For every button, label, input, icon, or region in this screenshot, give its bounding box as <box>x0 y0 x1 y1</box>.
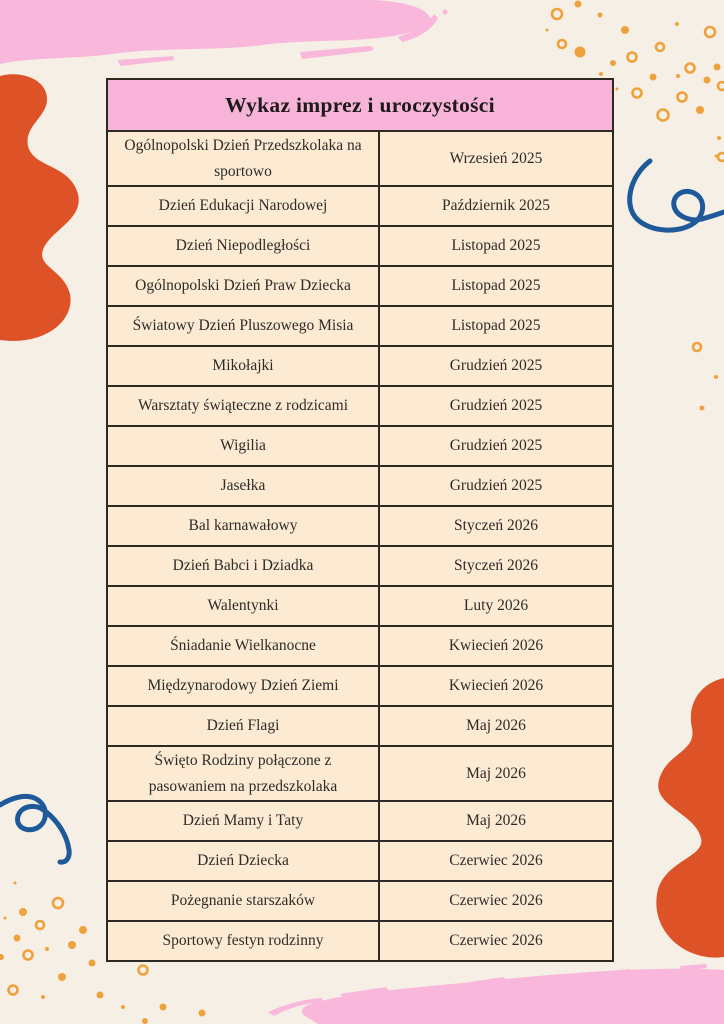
event-date-cell: Czerwiec 2026 <box>379 921 613 961</box>
table-row <box>107 801 613 841</box>
table-row <box>107 131 613 186</box>
event-name-cell: Dzień Dziecka <box>107 841 379 881</box>
event-date-cell: Luty 2026 <box>379 586 613 626</box>
event-date-cell: Styczeń 2026 <box>379 506 613 546</box>
confetti-dot <box>45 947 49 951</box>
confetti-dot <box>633 89 642 98</box>
event-name-cell: Ogólnopolski Dzień Przedszkolaka na sportowo <box>107 131 379 186</box>
event-date-cell: Listopad 2025 <box>379 226 613 266</box>
table-row <box>107 346 613 386</box>
pink-brush-stroke-top <box>0 0 448 66</box>
confetti-dot <box>121 1005 125 1009</box>
confetti-dot <box>599 72 603 76</box>
event-date-cell: Listopad 2025 <box>379 306 613 346</box>
table-row <box>107 881 613 921</box>
event-date-cell: Maj 2026 <box>379 706 613 746</box>
confetti-dot <box>658 110 669 121</box>
confetti-dot <box>718 153 724 161</box>
confetti-dot <box>575 47 586 58</box>
confetti-dot <box>89 960 96 967</box>
event-name-cell: Dzień Babci i Dziadka <box>107 546 379 586</box>
confetti-dot <box>696 106 704 114</box>
event-name-cell: Mikołajki <box>107 346 379 386</box>
confetti-dot <box>650 74 657 81</box>
confetti-dot <box>700 406 705 411</box>
table-row <box>107 186 613 226</box>
event-name-cell: Warsztaty świąteczne z rodzicami <box>107 386 379 426</box>
event-name-cell: Wigilia <box>107 426 379 466</box>
event-date-cell: Grudzień 2025 <box>379 426 613 466</box>
confetti-dot <box>36 921 44 929</box>
event-date-cell: Grudzień 2025 <box>379 466 613 506</box>
events-table <box>106 78 614 962</box>
event-name-cell: Dzień Flagi <box>107 706 379 746</box>
event-name-cell: Walentynki <box>107 586 379 626</box>
confetti-dot <box>704 77 711 84</box>
table-row <box>107 266 613 306</box>
orange-blob-right <box>656 678 724 958</box>
confetti-dot <box>714 375 718 379</box>
confetti-dot <box>0 954 4 960</box>
confetti-dot <box>717 136 721 140</box>
event-name-cell: Dzień Edukacji Narodowej <box>107 186 379 226</box>
confetti-dot <box>705 27 715 37</box>
confetti-dot <box>19 908 27 916</box>
event-name-cell: Sportowy festyn rodzinny <box>107 921 379 961</box>
table-row <box>107 921 613 961</box>
events-table-body <box>107 131 613 961</box>
table-row <box>107 706 613 746</box>
table-row <box>107 306 613 346</box>
pink-brush-stroke-bottom <box>268 964 724 1024</box>
table-row <box>107 226 613 266</box>
event-date-cell: Maj 2026 <box>379 746 613 801</box>
confetti-dot <box>676 74 680 78</box>
table-row <box>107 466 613 506</box>
event-name-cell: Dzień Mamy i Taty <box>107 801 379 841</box>
event-name-cell: Pożegnanie starszaków <box>107 881 379 921</box>
event-name-cell: Święto Rodziny połączone z pasowaniem na przedszkolaka <box>107 746 379 801</box>
confetti-dot <box>693 343 701 351</box>
confetti-dot <box>628 53 637 62</box>
confetti-dot <box>68 941 76 949</box>
table-row <box>107 841 613 881</box>
confetti-dot <box>558 40 566 48</box>
event-name-cell: Ogólnopolski Dzień Praw Dziecka <box>107 266 379 306</box>
confetti-dot <box>142 1018 148 1024</box>
confetti-dot <box>718 82 724 90</box>
event-name-cell: Śniadanie Wielkanocne <box>107 626 379 666</box>
confetti-dot <box>24 951 33 960</box>
event-name-cell: Dzień Niepodległości <box>107 226 379 266</box>
confetti-dot <box>9 986 18 995</box>
table-header-row <box>107 79 613 131</box>
blue-scribble-right <box>630 161 724 230</box>
event-date-cell: Grudzień 2025 <box>379 346 613 386</box>
event-date-cell: Grudzień 2025 <box>379 386 613 426</box>
confetti-dot <box>552 9 562 19</box>
event-date-cell: Listopad 2025 <box>379 266 613 306</box>
event-date-cell: Kwiecień 2026 <box>379 626 613 666</box>
confetti-dot <box>598 13 603 18</box>
confetti-dot <box>714 64 721 71</box>
event-name-cell: Międzynarodowy Dzień Ziemi <box>107 666 379 706</box>
confetti-dot <box>160 1004 167 1011</box>
event-name-cell: Jasełka <box>107 466 379 506</box>
confetti-dot <box>575 1 582 8</box>
confetti-dot <box>715 155 718 158</box>
confetti-dot <box>14 882 17 885</box>
table-row <box>107 386 613 426</box>
event-date-cell: Czerwiec 2026 <box>379 881 613 921</box>
confetti-dot <box>14 935 21 942</box>
page-title: Wykaz imprez i uroczystości <box>107 79 613 131</box>
confetti-dot <box>610 60 616 66</box>
table-row <box>107 666 613 706</box>
blue-scribble-bottom-left <box>0 796 69 862</box>
confetti-dot <box>199 1010 206 1017</box>
confetti-dot <box>675 22 679 26</box>
event-date-cell: Czerwiec 2026 <box>379 841 613 881</box>
event-date-cell: Styczeń 2026 <box>379 546 613 586</box>
table-row <box>107 626 613 666</box>
event-date-cell: Kwiecień 2026 <box>379 666 613 706</box>
confetti-dot <box>53 898 63 908</box>
table-row <box>107 746 613 801</box>
event-name-cell: Światowy Dzień Pluszowego Misia <box>107 306 379 346</box>
table-row <box>107 426 613 466</box>
table-row <box>107 546 613 586</box>
confetti-dot <box>656 43 664 51</box>
event-name-cell: Bal karnawałowy <box>107 506 379 546</box>
event-date-cell: Październik 2025 <box>379 186 613 226</box>
confetti-dot <box>79 926 87 934</box>
event-date-cell: Maj 2026 <box>379 801 613 841</box>
confetti-dot <box>41 995 45 999</box>
events-schedule <box>106 78 614 962</box>
confetti-dot <box>686 64 695 73</box>
confetti-dot <box>621 26 629 34</box>
confetti-dot <box>58 973 66 981</box>
confetti-dot <box>139 966 148 975</box>
confetti-dot <box>97 992 104 999</box>
confetti-dot <box>678 93 687 102</box>
orange-blob-left <box>0 74 79 341</box>
table-row <box>107 586 613 626</box>
confetti-dot <box>4 917 7 920</box>
confetti-dot <box>616 88 619 91</box>
event-date-cell: Wrzesień 2025 <box>379 131 613 186</box>
confetti-dot <box>546 29 549 32</box>
table-row <box>107 506 613 546</box>
